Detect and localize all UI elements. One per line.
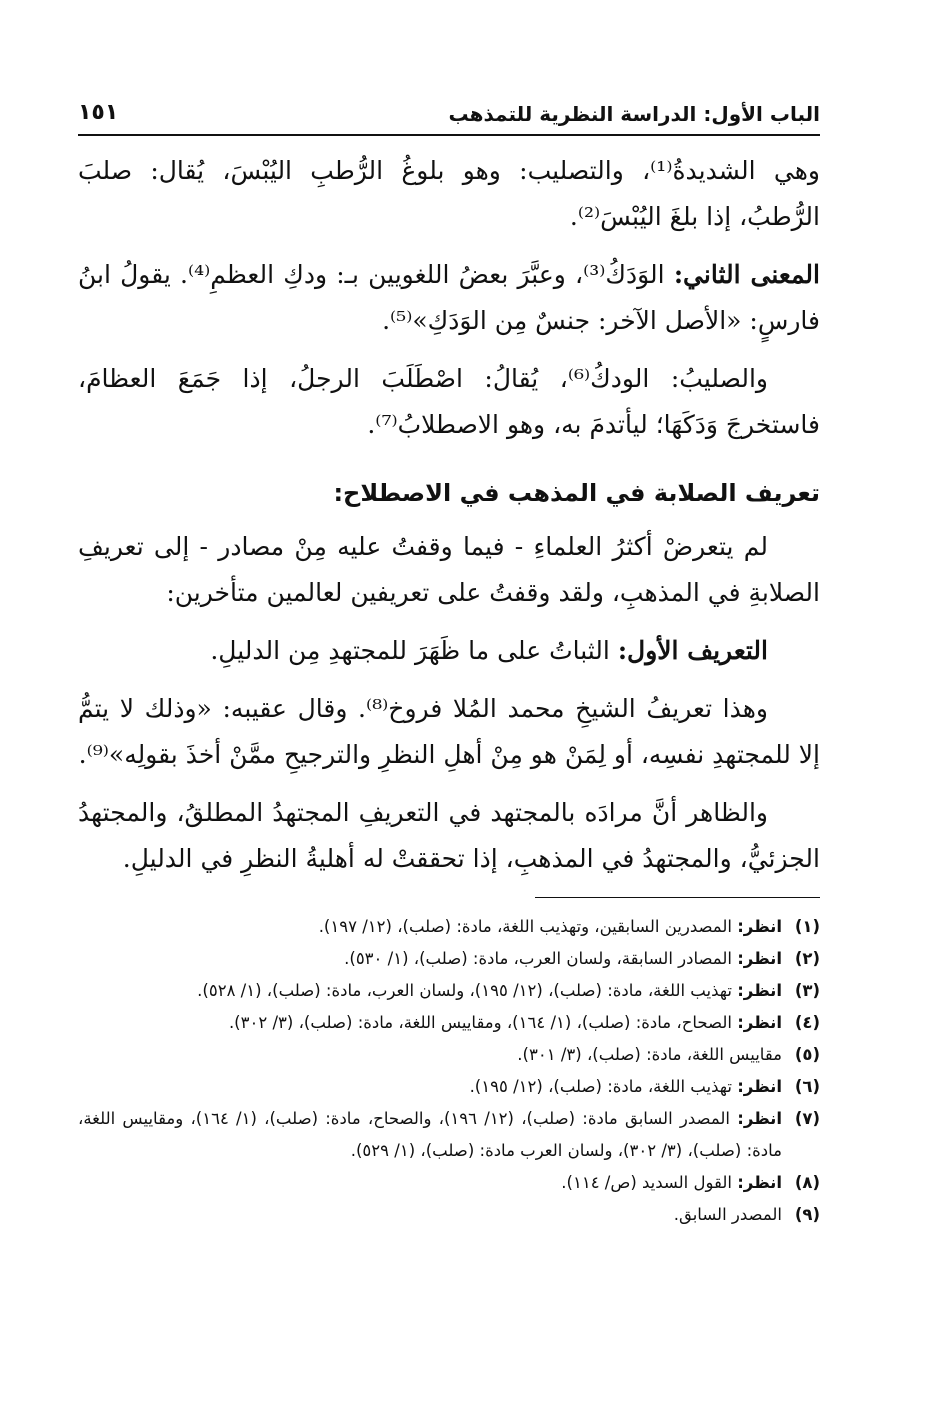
paragraph-1: وهي الشديدةُ⁽¹⁾، والتصليب: وهو بلوغُ الرُّطبِ اليُبْسَ، يُقال: صلبَ الرُّطبُ، إذا بلغَ اليُبْسَ⁽²⁾. bbox=[78, 156, 820, 231]
page-number: ١٥١ bbox=[78, 100, 119, 125]
footnote-body: المصدر السابق مادة: (صلب)، (١٢/ ١٩٦)، والصحاح، مادة: (صلب)، (١/ ١٦٤)، ومقاييس اللغة، مادة: (صلب)، (٣/ ٣٠٢)، ولسان العرب مادة: (صلب)، (١/ ٥٢٩). bbox=[78, 1109, 782, 1160]
paragraph-6: وهذا تعريفُ الشيخِ محمد المُلا فروخ⁽⁸⁾. وقال عقيبه: «وذلك لا يتمُّ إلا للمجتهدِ نفسِه، أو لِمَنْ هو مِنْ أهلِ النظرِ والترجيحِ ممَّنْ أخذَ بقولِه»⁽⁹⁾. bbox=[78, 694, 820, 769]
footnote-text bbox=[78, 1167, 782, 1199]
footnote-text bbox=[78, 975, 782, 1007]
footnote bbox=[78, 975, 820, 1007]
paragraph-2-lead: المعنى الثاني: bbox=[673, 260, 820, 289]
paragraph-4: لم يتعرضْ أكثرُ العلماءِ - فيما وقفتُ عليه مِنْ مصادر - إلى تعريفِ الصلابةِ في المذهبِ، ولقد وقفتُ على تعريفين لعالمين متأخرين: bbox=[78, 532, 820, 607]
footnote-lead: انظر: bbox=[737, 1109, 783, 1128]
section-heading: تعريف الصلابة في المذهب في الاصطلاح: bbox=[333, 479, 820, 507]
footnote-number: (٥) bbox=[794, 1045, 820, 1064]
paragraph-3: والصليبُ: الودكُ⁽⁶⁾، يُقالُ: اصْطَلَبَ الرجلُ، إذا جَمَعَ العظامَ، فاستخرجَ وَدَكَهَا؛ ليأتدمَ به، وهو الاصطلابُ⁽⁷⁾. bbox=[78, 364, 820, 439]
paragraph-2 bbox=[78, 252, 820, 344]
paragraph-7: والظاهر أنَّ مرادَه بالمجتهد في التعريفِ المجتهدُ المطلقُ، والمجتهدُ الجزئيُّ، والمجتهدُ في المذهبِ، إذا تحققتْ له أهليةُ النظرِ في الدليلِ. bbox=[78, 798, 820, 873]
footnotes bbox=[78, 911, 820, 1231]
footnote-body: تهذيب اللغة، مادة: (صلب)، (١٢/ ١٩٥). bbox=[469, 1077, 738, 1096]
footnote-body: المصادر السابقة، ولسان العرب، مادة: (صلب)، (١/ ٥٣٠). bbox=[344, 949, 738, 968]
footnote-lead: انظر: bbox=[737, 1077, 782, 1096]
footnote bbox=[78, 1071, 820, 1103]
footnote bbox=[78, 943, 820, 975]
footnote-text bbox=[78, 911, 782, 943]
footnote-text bbox=[78, 1071, 782, 1103]
paragraph-5-lead: التعريف الأول: bbox=[617, 636, 768, 665]
footnote bbox=[78, 911, 820, 943]
footnote bbox=[78, 1007, 820, 1039]
footnote bbox=[78, 1039, 820, 1071]
footnote bbox=[78, 1167, 820, 1199]
footnote-body: المصدرين السابقين، وتهذيب اللغة، مادة: (صلب)، (١٢/ ١٩٧). bbox=[318, 917, 738, 936]
footnote-number: (٨) bbox=[794, 1173, 820, 1192]
footnote-lead: انظر: bbox=[737, 1173, 782, 1192]
footnote-number: (٧) bbox=[794, 1109, 820, 1128]
footnote-number: (٢) bbox=[794, 949, 820, 968]
main-text bbox=[78, 148, 820, 894]
footnote-number: (٣) bbox=[794, 981, 820, 1000]
paragraph-5 bbox=[78, 628, 820, 674]
footnote-lead: انظر: bbox=[737, 1013, 782, 1032]
footnote-number: (٤) bbox=[794, 1013, 820, 1032]
footnote-body: المصدر السابق. bbox=[673, 1205, 782, 1224]
header-divider bbox=[78, 134, 820, 136]
footnote-body: مقاييس اللغة، مادة: (صلب)، (٣/ ٣٠١). bbox=[517, 1045, 782, 1064]
footnote-number: (٦) bbox=[794, 1077, 820, 1096]
footnote-text bbox=[78, 943, 782, 975]
paragraph-2-text: الوَدَكُ⁽³⁾، وعبَّرَ بعضُ اللغويين بـ: ودكِ العظمِ⁽⁴⁾. يقولُ ابنُ فارسٍ: «الأصل الآخر: جنسٌ مِن الوَدَكِ»⁽⁵⁾. bbox=[78, 260, 820, 335]
footnote bbox=[78, 1103, 820, 1167]
footnote-body: القول السديد (ص/ ١١٤). bbox=[561, 1173, 738, 1192]
paragraph-5-text: الثباتُ على ما ظَهَرَ للمجتهدِ مِن الدليلِ. bbox=[210, 636, 618, 665]
footnote-divider bbox=[535, 897, 820, 898]
footnote-text bbox=[78, 1007, 782, 1039]
footnote-body: الصحاح، مادة: (صلب)، (١/ ١٦٤)، ومقاييس اللغة، مادة: (صلب)، (٣/ ٣٠٢). bbox=[228, 1013, 738, 1032]
footnote bbox=[78, 1199, 820, 1231]
footnote-number: (٩) bbox=[794, 1205, 820, 1224]
footnote-text bbox=[78, 1199, 782, 1231]
footnote-lead: انظر: bbox=[737, 981, 782, 1000]
footnote-body: تهذيب اللغة، مادة: (صلب)، (١٢/ ١٩٥)، ولسان العرب، مادة: (صلب)، (١/ ٥٢٨). bbox=[197, 981, 738, 1000]
footnote-lead: انظر: bbox=[737, 917, 782, 936]
footnote-number: (١) bbox=[794, 917, 820, 936]
running-header bbox=[78, 96, 820, 132]
chapter-title: الباب الأول: الدراسة النظرية للتمذهب bbox=[448, 102, 820, 126]
footnote-lead: انظر: bbox=[737, 949, 782, 968]
footnote-text bbox=[78, 1103, 782, 1167]
footnote-text bbox=[78, 1039, 782, 1071]
